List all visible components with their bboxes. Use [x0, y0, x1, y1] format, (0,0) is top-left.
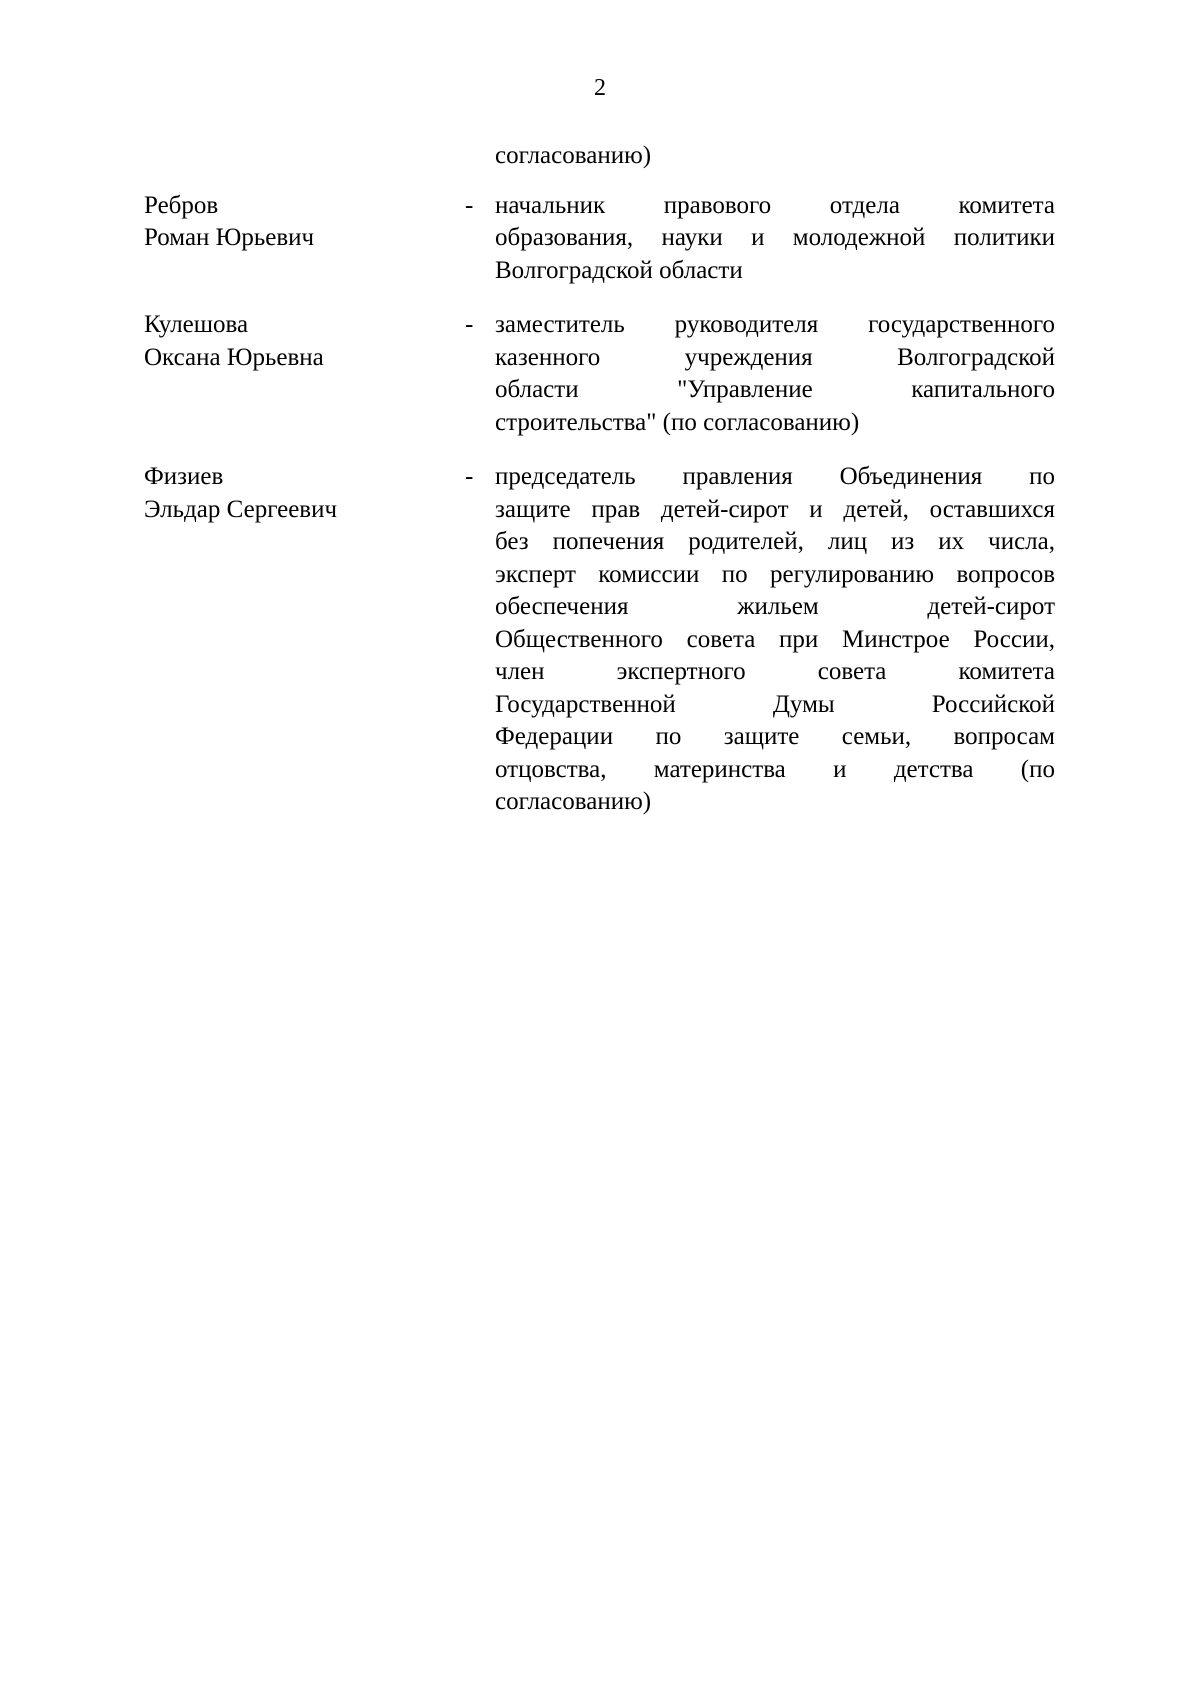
role-line: заместитель руководителя государственного	[495, 311, 1055, 338]
member-given-name: Оксана Юрьевна	[144, 343, 324, 371]
member-surname: Кулешова	[144, 311, 249, 338]
member-role	[495, 309, 1055, 439]
role-line: казенного учреждения Волгоградской	[495, 343, 1055, 371]
role-line: без попечения родителей, лиц из их числа,	[495, 528, 1055, 555]
continuation-row	[0, 140, 1200, 173]
role-line: образования, науки и молодежной политики	[495, 224, 1055, 251]
member-role	[495, 461, 1055, 819]
member-given-name: Роман Юрьевич	[144, 224, 315, 251]
member-row	[0, 461, 1200, 819]
page-number: 2	[594, 75, 606, 101]
role-line: отцовства, материнства и детства (по	[495, 755, 1055, 783]
role-line: эксперт комиссии по регулированию вопросов	[495, 560, 1055, 588]
member-surname: Физиев	[144, 463, 224, 490]
member-role	[495, 190, 1055, 288]
role-line: член экспертного совета комитета	[495, 658, 1055, 685]
continuation-text: согласованию)	[495, 142, 652, 169]
role-line: начальник правового отдела комитета	[495, 191, 1055, 219]
member-name	[144, 190, 444, 255]
member-row	[0, 309, 1200, 439]
dash-separator: -	[465, 191, 474, 219]
role-line: Общественного совета при Минстрое России,	[495, 625, 1055, 653]
role-line: Волгоградской области	[495, 256, 743, 284]
member-name	[144, 309, 444, 374]
member-name	[144, 461, 444, 526]
dash-separator: -	[465, 463, 474, 490]
role-line: Федерации по защите семьи, вопросам	[495, 723, 1055, 750]
dash-separator: -	[465, 311, 474, 338]
member-surname: Ребров	[144, 191, 219, 219]
role-line: председатель правления Объединения по	[495, 463, 1055, 490]
member-given-name: Эльдар Сергеевич	[144, 495, 338, 523]
role-line: согласованию)	[495, 788, 652, 815]
role-line: защите прав детей-сирот и детей, оставшихся	[495, 495, 1055, 523]
role-line: строительства" (по согласованию)	[495, 408, 860, 436]
member-list	[0, 140, 1200, 841]
role-line: области "Управление капитального	[495, 376, 1055, 403]
role-line: Государственной Думы Российской	[495, 690, 1055, 718]
role-line: обеспечения жильем детей-сирот	[495, 593, 1055, 620]
member-row	[0, 190, 1200, 288]
